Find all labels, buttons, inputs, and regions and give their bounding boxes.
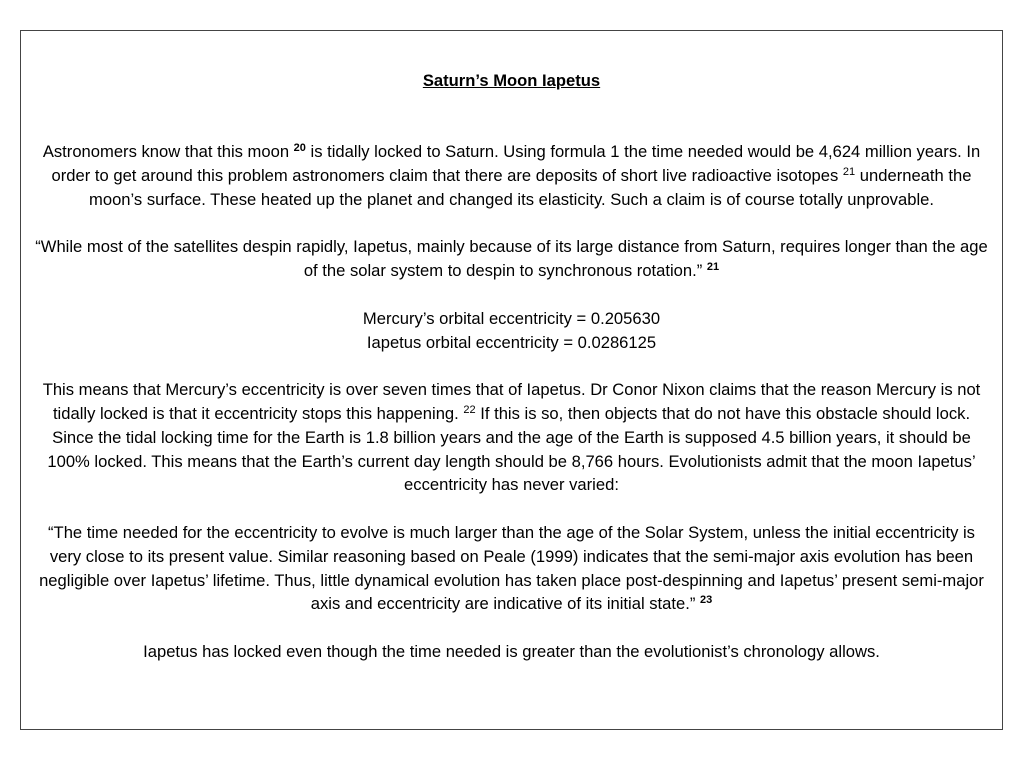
slide-frame bbox=[20, 30, 1003, 730]
paragraph-eccentricity bbox=[35, 378, 988, 497]
footnote-ref-21: 21 bbox=[706, 261, 720, 274]
spacer bbox=[35, 93, 988, 141]
quote-text: “The time needed for the eccentricity to evolve is much larger than the age of the Solar System, unless the initial eccentricity is very close to its present value. Similar reasoning based on Peale (1999) indicates that the semi-major axis evolution has been negligible over Iapetus’ lifetime. Thus, little dynamical evolution has taken place post-despinning and Iapetus’ present semi-major axis and eccentricity are indicative of its initial state.” bbox=[39, 523, 984, 614]
spacer bbox=[35, 283, 988, 307]
slide-title: Saturn’s Moon Iapetus bbox=[422, 71, 601, 90]
spacer bbox=[35, 212, 988, 236]
eccentricity-mercury: Mercury’s orbital eccentricity = 0.205630 bbox=[362, 308, 661, 328]
eccentricity-iapetus: Iapetus orbital eccentricity = 0.0286125 bbox=[366, 332, 657, 352]
spacer bbox=[35, 616, 988, 640]
paragraph-text: underneath the moon’s surface. These heated up the planet and changed its elasticity. Such a claim is of course totally unprovable. bbox=[89, 166, 972, 209]
slide-content bbox=[35, 69, 988, 664]
footnote-ref-23: 23 bbox=[699, 594, 713, 607]
spacer bbox=[35, 497, 988, 521]
spacer bbox=[35, 354, 988, 378]
paragraph-text: If this is so, then objects that do not have this obstacle should lock. Since the tidal locking time for the Earth is 1.8 billion years and the age of the Earth is supposed 4.5 billion years, it should be 100% locked. This means that the Earth’s current day length should be 8,766 hours. Evolutionists admit that the moon Iapetus’ eccentricity has never varied: bbox=[47, 404, 976, 495]
paragraph-text: is tidally locked to Saturn. Using formula 1 the time needed would be 4,624 million years. In order to get around this problem astronomers claim that there are deposits of short live radioactive isotopes bbox=[51, 142, 981, 186]
paragraph-tidal-lock bbox=[35, 140, 988, 211]
conclusion: Iapetus has locked even though the time needed is greater than the evolutionist’s chronology allows. bbox=[143, 642, 880, 662]
quote-despin bbox=[35, 235, 988, 283]
footnote-ref-22: 22 bbox=[463, 404, 476, 417]
footnote-ref-20: 20 bbox=[293, 142, 306, 155]
paragraph-text: Astronomers know that this moon bbox=[42, 142, 294, 162]
paragraph-text: This means that Mercury’s eccentricity is over seven times that of Iapetus. Dr Conor Nixon claims that the reason Mercury is not tidally locked is that it eccentricity stops this happening. bbox=[42, 380, 981, 424]
footnote-ref-21: 21 bbox=[842, 166, 856, 179]
quote-text: “While most of the satellites despin rapidly, Iapetus, mainly because of its large distance from Saturn, requires longer than the age of the solar system to despin to synchronous rotation.” bbox=[35, 237, 988, 281]
quote-eccentricity-evolution bbox=[35, 521, 988, 616]
